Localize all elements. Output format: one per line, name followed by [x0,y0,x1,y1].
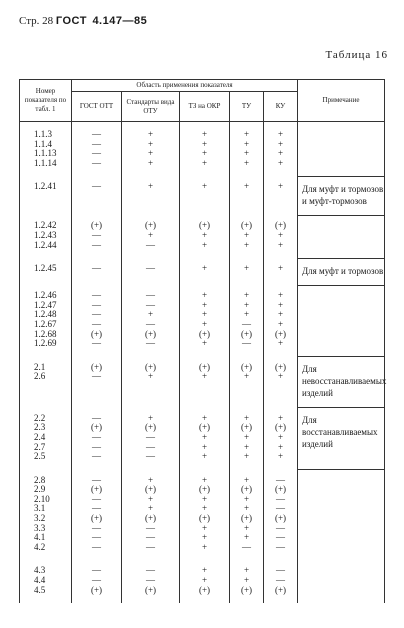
applicability-cell [264,285,298,357]
applicability-mark: + [201,129,208,139]
applicability-mark: — [146,575,155,586]
applicability-mark: (+) [144,220,157,231]
applicability-mark: + [243,575,250,586]
table-row [20,285,385,357]
indicator-number-cell [20,258,72,285]
applicability-cell [264,258,298,285]
applicability-mark: + [147,129,154,139]
applicability-cell [180,122,230,177]
indicator-number: 2.6 [34,371,46,382]
applicability-cell [264,215,298,258]
applicability-mark: — [276,575,285,586]
standards-column-header: Стандарты вида ОТУ [122,92,180,122]
applicability-mark: — [92,503,101,514]
applicability-mark: — [92,474,101,485]
indicator-number-cell [20,176,72,215]
indicator-number-cell [20,560,72,603]
applicability-mark: — [146,299,155,310]
applicability-mark: + [201,541,208,552]
applicability-mark: + [243,229,250,240]
applicability-mark: + [243,263,250,274]
applicability-mark: + [243,129,250,139]
indicator-number: 2.2 [34,412,46,423]
note-cell [298,470,385,561]
standard-number: 4.147—85 [92,15,148,27]
applicability-mark: + [243,181,250,192]
applicability-mark: — [146,431,155,442]
applicability-mark: + [243,148,250,159]
table-row [20,122,385,177]
applicability-mark: — [92,181,101,192]
applicability-cell [72,285,122,357]
applicability-mark: — [92,565,101,576]
indicator-number: 4.1 [34,532,46,543]
applicability-cell [264,122,298,177]
applicability-mark: — [92,263,101,274]
applicability-mark: + [201,493,208,504]
table-row [20,560,385,603]
applicability-mark: (+) [274,328,287,339]
applicability-mark: + [243,299,250,310]
applicability-mark: — [92,229,101,240]
applicability-mark: — [92,148,101,159]
applicability-mark: + [201,263,208,274]
applicability-mark: — [242,338,251,349]
applicability-mark: + [201,503,208,514]
applicability-mark: (+) [90,361,103,372]
indicator-number: 1.2.42 [34,220,57,231]
applicability-mark: + [277,451,284,462]
applicability-mark: (+) [240,422,253,433]
applicability-mark: (+) [274,422,287,433]
applicability-mark: (+) [240,361,253,372]
applicability-mark: — [276,503,285,514]
indicator-number: 2.8 [34,474,46,485]
indicator-number: 2.5 [34,451,46,462]
applicability-mark: + [243,138,250,149]
applicability-mark: — [92,532,101,543]
table-title: Таблица 16 [325,49,388,61]
applicability-cell [72,470,122,561]
applicability-cell [72,122,122,177]
applicability-cell [230,258,264,285]
applicability-mark: + [147,157,154,168]
applicability-cell [180,357,230,408]
applicability-mark: + [243,239,250,250]
applicability-mark: (+) [144,328,157,339]
applicability-mark: — [92,299,101,310]
table-row [20,258,385,285]
applicability-mark: + [243,290,250,301]
applicability-mark: + [147,181,154,192]
applicability-mark: + [243,431,250,442]
applicability-mark: + [277,263,284,274]
applicability-mark: + [277,148,284,159]
applicability-mark: — [146,565,155,576]
indicator-number: 2.7 [34,441,46,452]
applicability-mark: + [201,451,208,462]
applicability-cell [230,560,264,603]
applicability-cell [264,408,298,470]
applicability-mark: — [146,522,155,533]
applicability-cell [180,285,230,357]
applicability-mark: + [201,532,208,543]
applicability-mark: (+) [274,361,287,372]
applicability-cell [230,122,264,177]
indicator-number: 1.2.43 [34,229,57,240]
applicability-mark: + [243,532,250,543]
applicability-cell [264,176,298,215]
table-row [20,215,385,258]
applicability-mark: — [146,338,155,349]
applicability-cell [180,470,230,561]
applicability-mark: + [201,181,208,192]
table-body [20,122,385,604]
applicability-mark: + [201,229,208,240]
applicability-mark: — [92,338,101,349]
applicability-mark: + [147,148,154,159]
applicability-cell [72,258,122,285]
indicator-number: 1.1.4 [34,138,52,149]
applicability-cell [72,408,122,470]
applicability-mark: — [92,441,101,452]
applicability-mark: (+) [90,484,103,495]
applicability-mark: + [201,309,208,320]
ku-column-header: КУ [264,92,298,122]
table-row [20,470,385,561]
applicability-mark: + [277,229,284,240]
applicability-mark: (+) [198,484,211,495]
applicability-mark: + [147,309,154,320]
indicator-number: 1.2.41 [34,181,57,192]
applicability-mark: + [147,229,154,240]
applicability-mark: (+) [144,361,157,372]
applicability-mark: (+) [274,220,287,231]
applicability-mark: — [242,318,251,329]
applicability-cell [122,176,180,215]
indicator-number: 1.2.69 [34,338,57,349]
applicability-cell [264,357,298,408]
applicability-mark: + [147,474,154,485]
applicability-cell [180,408,230,470]
applicability-mark: (+) [198,513,211,524]
applicability-mark: — [92,138,101,149]
applicability-mark: (+) [198,361,211,372]
applicability-mark: + [277,412,284,423]
indicator-number: 4.4 [34,575,46,586]
indicator-number: 1.2.44 [34,239,57,250]
applicability-mark: + [277,239,284,250]
applicability-mark: + [243,493,250,504]
applicability-mark: + [201,157,208,168]
applicability-mark: + [243,474,250,485]
applicability-mark: — [92,431,101,442]
indicator-number-cell [20,122,72,177]
applicability-mark: (+) [240,220,253,231]
indicator-number: 1.2.48 [34,309,57,320]
applicability-cell [72,176,122,215]
indicator-number: 1.2.47 [34,299,57,310]
applicability-mark: (+) [274,484,287,495]
applicability-cell [122,408,180,470]
applicability-mark: — [146,263,155,274]
applicability-mark: (+) [90,422,103,433]
applicability-mark: + [201,239,208,250]
applicability-mark: — [92,157,101,168]
applicability-mark: + [243,522,250,533]
indicator-number: 1.1.3 [34,129,52,139]
applicability-cell [122,470,180,561]
applicability-cell [122,357,180,408]
indicator-number: 2.9 [34,484,46,495]
indicator-number: 2.1 [34,361,46,372]
page-number: Стр. 28 [19,15,54,27]
applicability-mark: — [276,522,285,533]
indicator-number: 1.2.68 [34,328,57,339]
applicability-mark: + [277,441,284,452]
applicability-cell [122,560,180,603]
indicator-number: 2.3 [34,422,46,433]
applicability-mark: + [243,565,250,576]
applicability-mark: + [243,412,250,423]
applicability-mark: + [201,138,208,149]
applicability-mark: + [243,309,250,320]
gost-ott-column-header: ГОСТ ОТТ [72,92,122,122]
indicator-number: 4.2 [34,541,46,552]
note-cell: Для муфт и тормозов и муфт-тормозов [298,176,385,215]
applicability-mark: — [146,451,155,462]
applicability-mark: — [92,309,101,320]
applicability-mark: — [276,474,285,485]
applicability-mark: — [276,541,285,552]
indicator-number: 2.4 [34,431,46,442]
applicability-mark: — [276,532,285,543]
applicability-cell [122,122,180,177]
applicability-cell [230,357,264,408]
applicability-mark: + [201,412,208,423]
applicability-mark: + [243,371,250,382]
applicability-cell [264,560,298,603]
applicability-mark: + [201,474,208,485]
indicator-number: 1.1.14 [34,157,57,168]
tz-column-header: ТЗ на ОКР [180,92,230,122]
applicability-mark: (+) [144,584,157,595]
indicator-number: 4.5 [34,584,46,595]
applicability-mark: — [242,541,251,552]
standard-label: ГОСТ [55,15,87,27]
applicability-mark: + [277,338,284,349]
applicability-mark: + [201,371,208,382]
table-row [20,176,385,215]
applicability-mark: — [92,451,101,462]
applicability-mark: — [146,318,155,329]
indicator-number: 3.3 [34,522,46,533]
applicability-mark: — [146,239,155,250]
applicability-cell [122,215,180,258]
indicator-number: 1.2.67 [34,318,57,329]
applicability-mark: (+) [144,422,157,433]
note-cell [298,285,385,357]
applicability-cell [230,176,264,215]
applicability-mark: (+) [90,584,103,595]
applicability-mark: + [147,138,154,149]
indicator-number-cell [20,357,72,408]
applicability-mark: (+) [240,584,253,595]
applicability-cell [180,258,230,285]
applicability-mark: + [277,129,284,139]
applicability-mark: — [92,541,101,552]
applicability-mark: + [201,338,208,349]
applicability-mark: + [201,522,208,533]
applicability-mark: + [201,575,208,586]
applicability-mark: (+) [274,584,287,595]
applicability-mark: — [92,371,101,382]
note-cell: Для невосстанавливаемых изделий [298,357,385,408]
data-table [19,79,385,603]
applicability-mark: (+) [198,220,211,231]
applicability-cell [230,285,264,357]
applicability-mark: (+) [90,513,103,524]
applicability-mark: (+) [198,328,211,339]
area-column-header: Область применения показателя [72,80,298,92]
indicator-number-cell [20,470,72,561]
applicability-mark: + [277,290,284,301]
applicability-mark: (+) [198,422,211,433]
applicability-mark: + [277,431,284,442]
table-row [20,357,385,408]
applicability-mark: — [92,412,101,423]
applicability-mark: (+) [240,328,253,339]
applicability-mark: — [92,318,101,329]
note-column-header: Примечание [298,80,385,122]
applicability-mark: + [201,318,208,329]
indicator-number: 1.1.13 [34,148,57,159]
indicator-number-cell [20,215,72,258]
applicability-mark: (+) [90,328,103,339]
applicability-cell [180,560,230,603]
note-cell: Для муфт и тормозов [298,258,385,285]
applicability-mark: — [146,441,155,452]
applicability-mark: (+) [240,484,253,495]
applicability-mark: (+) [144,513,157,524]
applicability-mark: + [277,181,284,192]
indicator-number-cell [20,408,72,470]
note-cell [298,215,385,258]
applicability-mark: (+) [90,220,103,231]
indicator-number: 4.3 [34,565,46,576]
applicability-mark: + [201,148,208,159]
applicability-mark: + [243,503,250,514]
applicability-mark: + [277,138,284,149]
applicability-mark: + [277,299,284,310]
applicability-mark: + [243,157,250,168]
applicability-mark: (+) [274,513,287,524]
note-cell [298,122,385,177]
indicator-number: 1.2.45 [34,263,57,274]
applicability-mark: + [201,565,208,576]
applicability-cell [264,470,298,561]
note-cell [298,560,385,603]
applicability-mark: + [147,412,154,423]
applicability-mark: (+) [198,584,211,595]
indicator-number: 3.1 [34,503,46,514]
applicability-mark: + [147,503,154,514]
applicability-mark: (+) [240,513,253,524]
applicability-mark: + [277,371,284,382]
applicability-mark: + [277,309,284,320]
applicability-cell [230,215,264,258]
indicator-number-cell [20,285,72,357]
page-header [19,15,147,27]
applicability-mark: + [201,299,208,310]
applicability-mark: — [92,290,101,301]
tu-column-header: ТУ [230,92,264,122]
applicability-mark: — [276,565,285,576]
applicability-cell [180,215,230,258]
number-column-header: Номер показателя по табл. 1 [20,80,72,122]
applicability-cell [72,215,122,258]
applicability-mark: + [201,441,208,452]
applicability-cell [122,285,180,357]
table-row [20,408,385,470]
applicability-mark: — [92,493,101,504]
applicability-cell [72,357,122,408]
applicability-cell [230,408,264,470]
indicator-number: 2.10 [34,493,50,504]
indicator-number: 1.2.46 [34,290,57,301]
note-cell: Для восстанавливаемых изделий [298,408,385,470]
applicability-cell [230,470,264,561]
applicability-mark: — [146,541,155,552]
applicability-mark: + [277,157,284,168]
applicability-mark: + [201,290,208,301]
applicability-mark: — [146,290,155,301]
applicability-cell [72,560,122,603]
applicability-mark: + [243,451,250,462]
applicability-mark: — [146,532,155,543]
applicability-mark: + [201,431,208,442]
applicability-mark: — [92,522,101,533]
indicator-number: 3.2 [34,513,46,524]
applicability-mark: + [147,493,154,504]
applicability-mark: — [92,239,101,250]
applicability-mark: + [277,318,284,329]
applicability-cell [180,176,230,215]
applicability-mark: — [276,493,285,504]
applicability-mark: + [147,371,154,382]
applicability-mark: — [92,575,101,586]
applicability-mark: + [243,441,250,452]
applicability-mark: — [92,129,101,139]
applicability-cell [122,258,180,285]
applicability-mark: (+) [144,484,157,495]
